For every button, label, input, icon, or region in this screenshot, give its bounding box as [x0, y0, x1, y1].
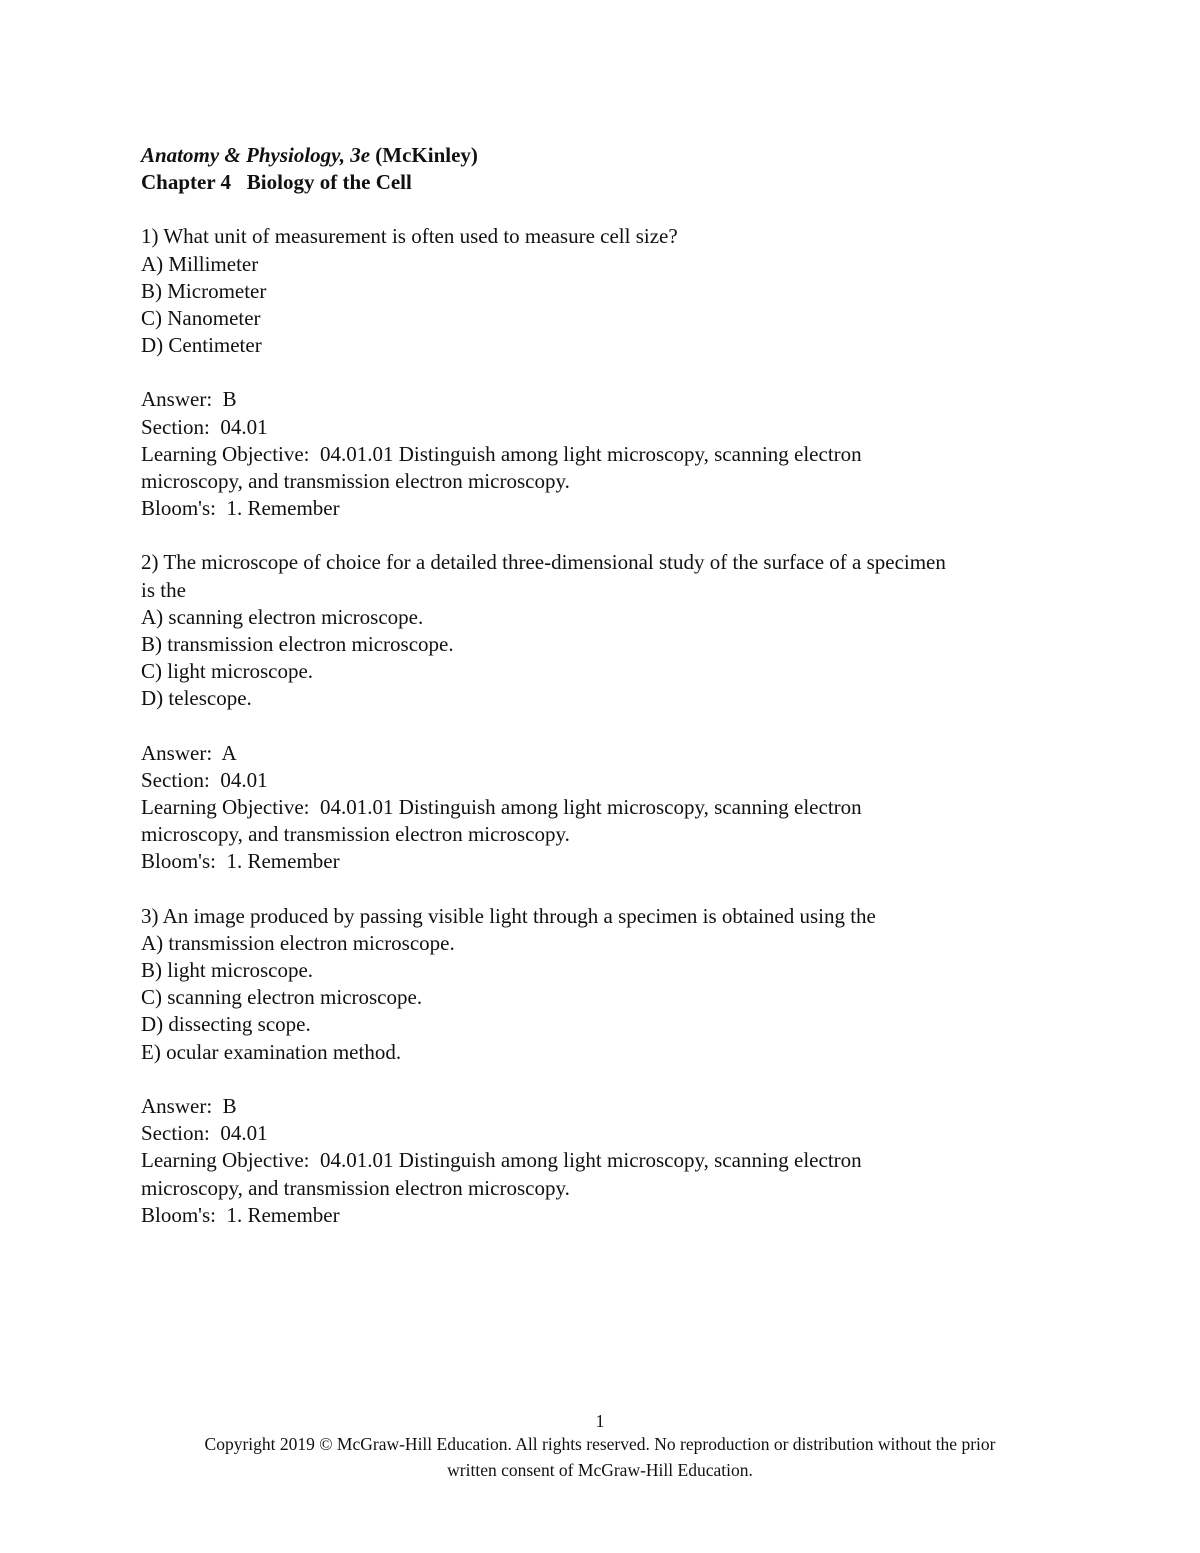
answer-option: D) dissecting scope.: [141, 1012, 311, 1037]
spacer: [141, 876, 1071, 903]
section-ref: Section: 04.01: [141, 767, 268, 792]
answer-option: B) transmission electron microscope.: [141, 632, 454, 657]
question-block: [141, 549, 1071, 902]
question-stem: 3) An image produced by passing visible light through a specimen is obtained using the: [141, 903, 876, 928]
learning-objective: Learning Objective: 04.01.01 Distinguish among light microscopy, scanning electron: [141, 441, 862, 466]
answer-option: A) transmission electron microscope.: [141, 930, 455, 955]
copyright-line: Copyright 2019 © McGraw-Hill Education. All rights reserved. No reproduction or distribution without the prior: [204, 1434, 996, 1454]
answer-option: A) scanning electron microscope.: [141, 604, 424, 629]
question-stem-cont: is the: [141, 577, 186, 602]
copyright-line: written consent of McGraw-Hill Education.: [447, 1460, 753, 1480]
page-number: 1: [595, 1411, 605, 1431]
blooms-level: Bloom's: 1. Remember: [141, 496, 340, 521]
question-block: [141, 223, 1071, 549]
answer-option: B) Micrometer: [141, 278, 267, 303]
book-author: (McKinley): [375, 143, 478, 167]
answer-option: B) light microscope.: [141, 958, 314, 983]
spacer: [141, 359, 1071, 386]
spacer: [141, 522, 1071, 549]
answer-option: A) Millimeter: [141, 251, 259, 276]
blooms-level: Bloom's: 1. Remember: [141, 1202, 340, 1227]
section-ref: Section: 04.01: [141, 1121, 268, 1146]
answer-key: Answer: B: [141, 387, 237, 412]
book-header: [141, 142, 1071, 169]
learning-objective-cont: microscopy, and transmission electron microscopy.: [141, 1175, 570, 1200]
question-block: [141, 903, 1071, 1229]
answer-option: D) Centimeter: [141, 333, 262, 358]
blooms-level: Bloom's: 1. Remember: [141, 849, 340, 874]
answer-option: C) light microscope.: [141, 659, 314, 684]
copyright-notice: [0, 1431, 1200, 1483]
answer-option: E) ocular examination method.: [141, 1039, 402, 1064]
answer-option: C) Nanometer: [141, 306, 261, 331]
spacer: [141, 713, 1071, 740]
learning-objective: Learning Objective: 04.01.01 Distinguish among light microscopy, scanning electron: [141, 1148, 862, 1173]
answer-key: Answer: B: [141, 1093, 237, 1118]
section-ref: Section: 04.01: [141, 414, 268, 439]
learning-objective-cont: microscopy, and transmission electron microscopy.: [141, 822, 570, 847]
chapter-title: Chapter 4 Biology of the Cell: [141, 170, 412, 195]
learning-objective-cont: microscopy, and transmission electron microscopy.: [141, 469, 570, 494]
question-stem: 1) What unit of measurement is often used to measure cell size?: [141, 224, 678, 249]
spacer: [141, 196, 1071, 223]
learning-objective: Learning Objective: 04.01.01 Distinguish among light microscopy, scanning electron: [141, 795, 862, 820]
page-content: [141, 142, 1071, 1229]
book-title: Anatomy & Physiology, 3e: [141, 143, 371, 167]
answer-option: D) telescope.: [141, 686, 252, 711]
question-stem: 2) The microscope of choice for a detailed three-dimensional study of the surface of a specimen: [141, 550, 946, 575]
answer-key: Answer: A: [141, 740, 237, 765]
answer-option: C) scanning electron microscope.: [141, 985, 423, 1010]
spacer: [141, 1066, 1071, 1093]
